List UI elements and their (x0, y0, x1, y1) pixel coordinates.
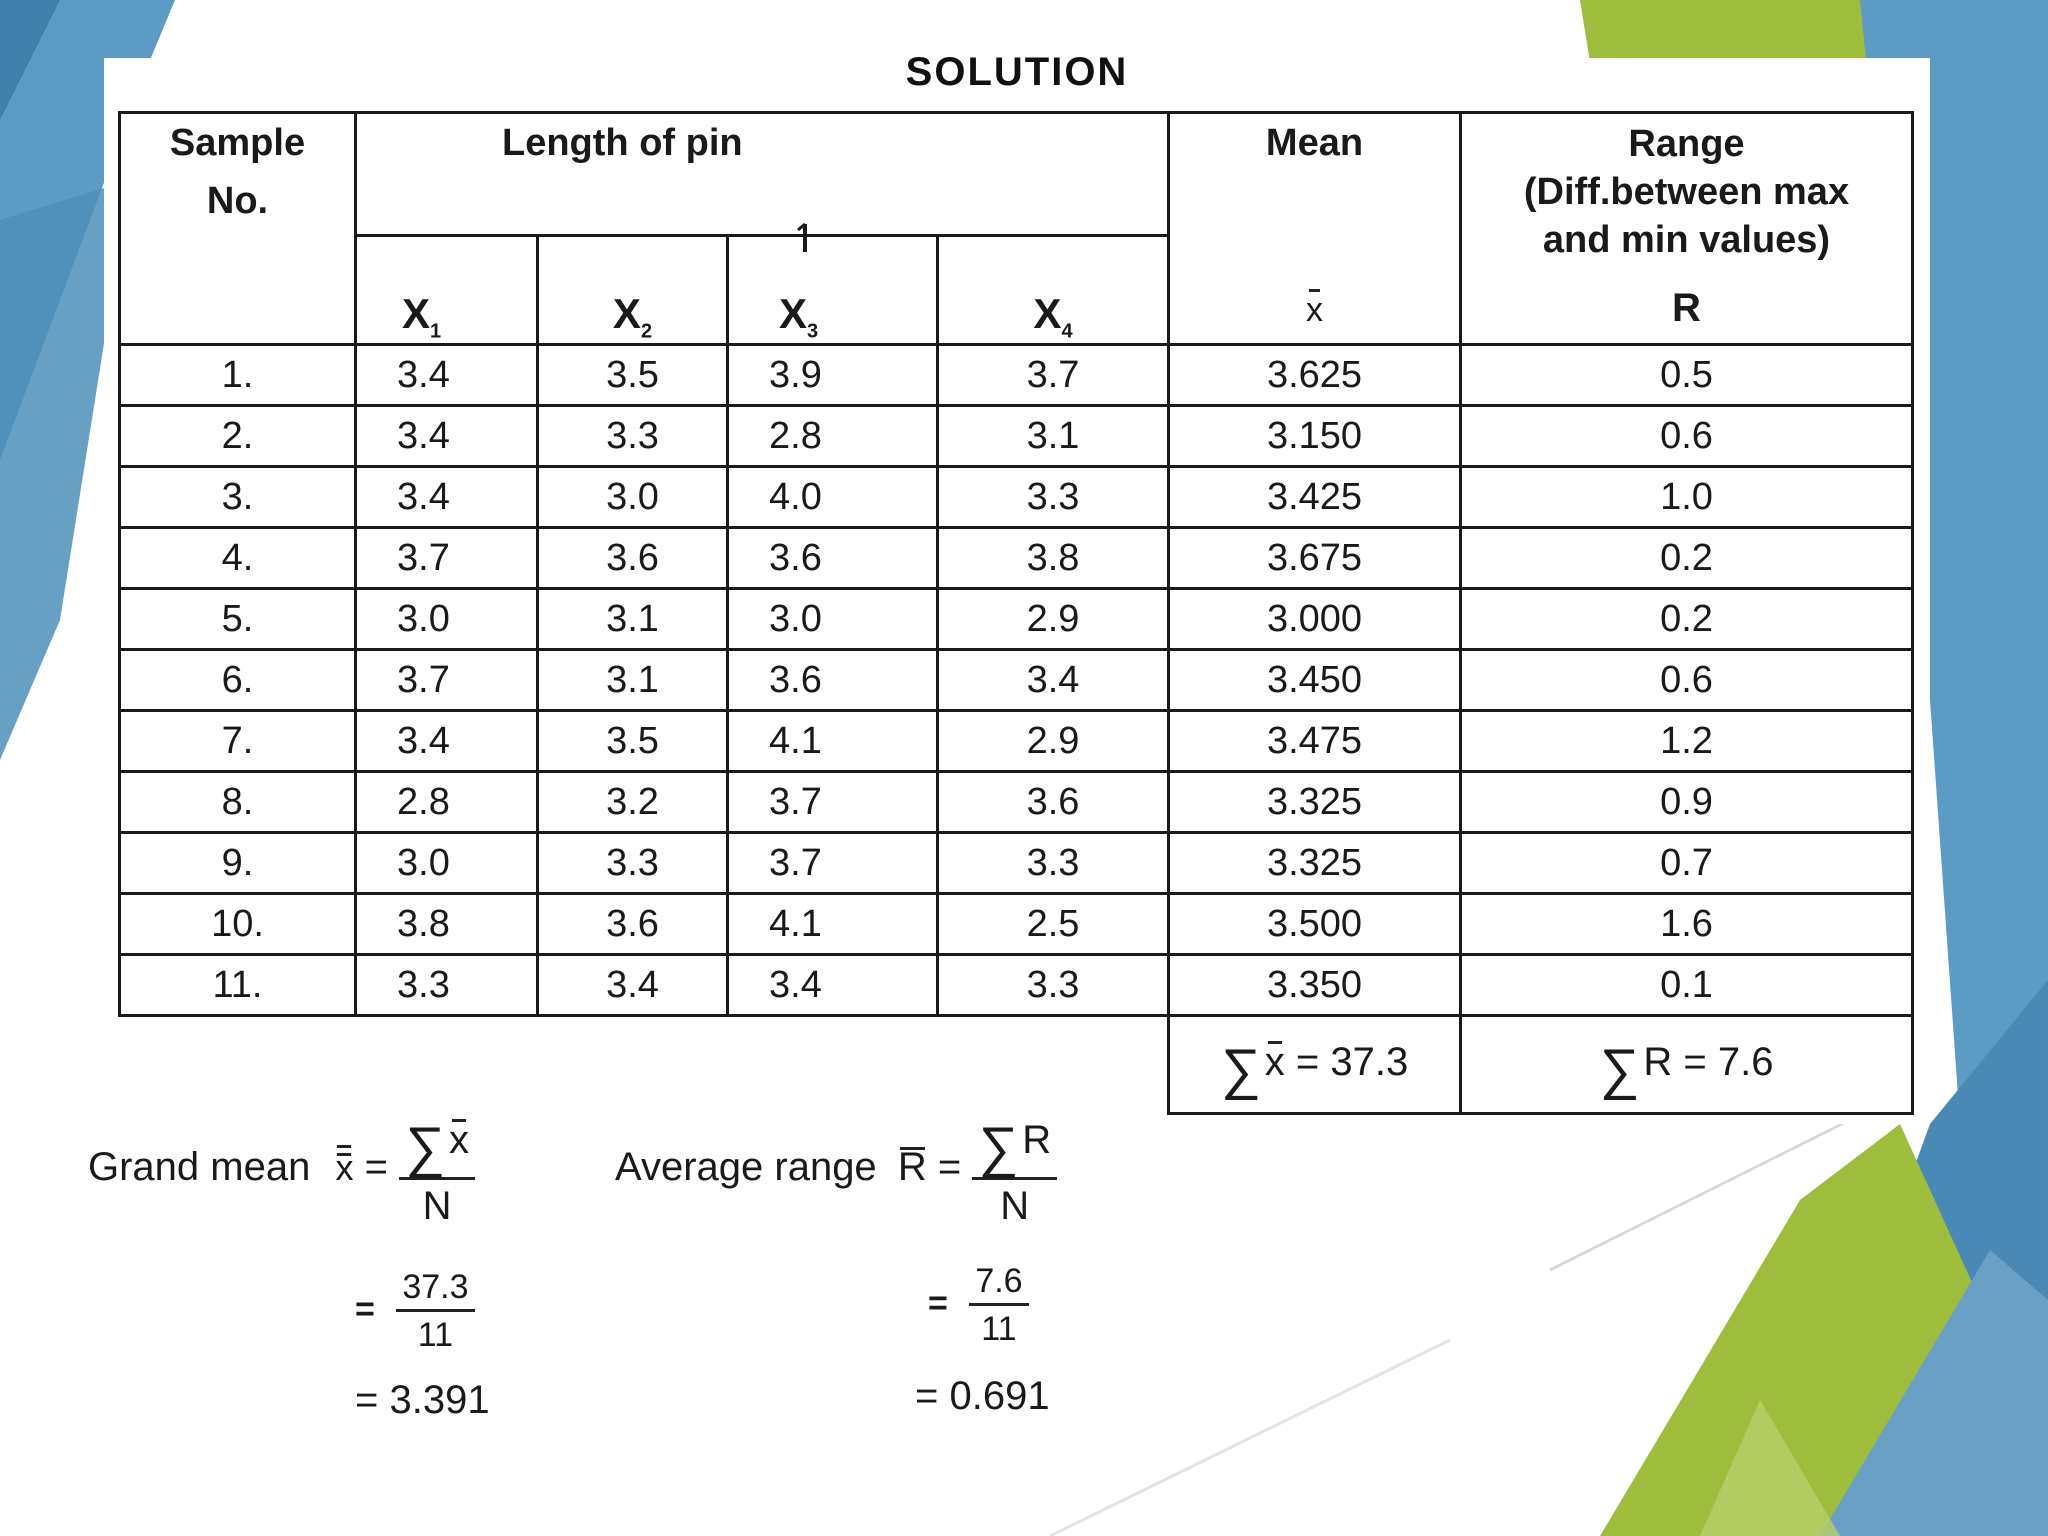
x4-cell: 3.7 (938, 345, 1169, 406)
data-rows (120, 345, 1913, 1016)
grand-mean-symbol: x (335, 1147, 354, 1189)
sample-no-cell: 6. (120, 650, 356, 711)
mean-header: Mean x (1169, 113, 1461, 345)
x1-cell: 3.0 (356, 589, 538, 650)
totals-row (120, 1016, 1913, 1114)
x3-cell: 3.0 (728, 589, 938, 650)
x3-cell: 4.1 (728, 894, 938, 955)
mean-cell: 3.425 (1169, 467, 1461, 528)
stray-mark (796, 222, 814, 252)
range-cell: 0.6 (1461, 406, 1913, 467)
length-of-pin-header: Length of pin (356, 113, 1169, 236)
x2-cell: 3.3 (538, 406, 728, 467)
mean-cell: 3.475 (1169, 711, 1461, 772)
range-cell: 1.0 (1461, 467, 1913, 528)
x4-cell: 3.3 (938, 833, 1169, 894)
x2-cell: 3.1 (538, 589, 728, 650)
mean-cell: 3.450 (1169, 650, 1461, 711)
page-title: SOLUTION (905, 50, 1129, 94)
x4-cell: 3.3 (938, 467, 1169, 528)
x2-cell: 3.5 (538, 345, 728, 406)
range-cell: 0.5 (1461, 345, 1913, 406)
sample-no-cell: 4. (120, 528, 356, 589)
x2-cell: 3.4 (538, 955, 728, 1016)
mean-cell: 3.625 (1169, 345, 1461, 406)
x3-cell: 2.8 (728, 406, 938, 467)
x2-cell: 3.0 (538, 467, 728, 528)
x4-cell: 2.9 (938, 589, 1169, 650)
table-row (120, 589, 1913, 650)
x1-cell: 3.4 (356, 467, 538, 528)
x1-cell: 3.4 (356, 345, 538, 406)
x1-cell: 3.7 (356, 650, 538, 711)
x4-cell: 3.3 (938, 955, 1169, 1016)
x2-cell: 3.6 (538, 528, 728, 589)
x3-cell: 4.0 (728, 467, 938, 528)
range-cell: 0.2 (1461, 528, 1913, 589)
grand-mean-label: Grand mean (88, 1145, 311, 1190)
x1-cell: 2.8 (356, 772, 538, 833)
sample-no-cell: 9. (120, 833, 356, 894)
x2-header: $X_2$ (538, 236, 728, 345)
sample-no-cell: 8. (120, 772, 356, 833)
range-cell: 0.6 (1461, 650, 1913, 711)
header-row-top (120, 113, 1913, 236)
x1-cell: 3.4 (356, 406, 538, 467)
range-header: Range (Diff.between max and min values) R (1461, 113, 1913, 345)
grand-mean-fraction: ∑ x N (399, 1110, 475, 1229)
x3-cell: 3.6 (728, 528, 938, 589)
x1-cell: 3.4 (356, 711, 538, 772)
grand-mean-formula: Grand mean x = ∑ x N (88, 1110, 475, 1229)
sample-no-cell: 10. (120, 894, 356, 955)
x1-header: $X_1$ (356, 236, 538, 345)
sample-no-header: Sample No. (120, 113, 356, 345)
x4-cell: 3.6 (938, 772, 1169, 833)
mean-cell: 3.675 (1169, 528, 1461, 589)
x3-cell: 3.4 (728, 955, 938, 1016)
range-cell: 0.7 (1461, 833, 1913, 894)
x3-cell: 4.1 (728, 711, 938, 772)
x4-cell: 3.1 (938, 406, 1169, 467)
x1-cell: 3.7 (356, 528, 538, 589)
average-range-fraction: $\frac{\sum R}{N}$ (972, 1110, 1057, 1229)
x2-cell: 3.6 (538, 894, 728, 955)
range-total: ∑ R = 7.6 (1461, 1016, 1913, 1114)
x1-cell: 3.3 (356, 955, 538, 1016)
grand-mean-step: = $\frac{37.3}{11}$ (355, 1268, 475, 1355)
x3-cell: 3.7 (728, 833, 938, 894)
xbar-symbol: x (1264, 1040, 1285, 1085)
table-row (120, 711, 1913, 772)
x2-cell: 3.3 (538, 833, 728, 894)
table-row (120, 528, 1913, 589)
xbar-symbol: x (1306, 291, 1323, 329)
table-row (120, 345, 1913, 406)
x3-header: $X_3$ (728, 236, 938, 345)
x4-cell: 3.8 (938, 528, 1169, 589)
x2-cell: 3.5 (538, 711, 728, 772)
x3-cell: 3.7 (728, 772, 938, 833)
x3-cell: 3.6 (728, 650, 938, 711)
x1-cell: 3.8 (356, 894, 538, 955)
mean-cell: 3.325 (1169, 772, 1461, 833)
range-cell: 0.2 (1461, 589, 1913, 650)
range-cell: 0.1 (1461, 955, 1913, 1016)
solution-table (118, 111, 1914, 1115)
x1-cell: 3.0 (356, 833, 538, 894)
mean-cell: 3.150 (1169, 406, 1461, 467)
x3-cell: 3.9 (728, 345, 938, 406)
sample-no-cell: 2. (120, 406, 356, 467)
average-range-step: = $\frac{7.6}{11}$ (928, 1262, 1029, 1349)
table-row (120, 467, 1913, 528)
x2-cell: 3.1 (538, 650, 728, 711)
average-range-formula: Average range R = $\frac{\sum R}{N}$ (615, 1110, 1057, 1229)
x4-header: $X_4$ (938, 236, 1169, 345)
mean-cell: 3.500 (1169, 894, 1461, 955)
x4-cell: 3.4 (938, 650, 1169, 711)
sample-no-cell: 3. (120, 467, 356, 528)
x4-cell: 2.9 (938, 711, 1169, 772)
mean-cell: 3.350 (1169, 955, 1461, 1016)
sample-no-cell: 11. (120, 955, 356, 1016)
sample-no-cell: 7. (120, 711, 356, 772)
table-row (120, 772, 1913, 833)
x4-cell: 2.5 (938, 894, 1169, 955)
range-cell: 0.9 (1461, 772, 1913, 833)
rbar-symbol: R (897, 1145, 927, 1190)
sample-no-cell: 1. (120, 345, 356, 406)
mean-cell: 3.325 (1169, 833, 1461, 894)
table-row (120, 650, 1913, 711)
average-range-label: Average range (615, 1145, 877, 1190)
mean-cell: 3.000 (1169, 589, 1461, 650)
table-row (120, 894, 1913, 955)
table-row (120, 406, 1913, 467)
xbar-symbol: x (449, 1118, 469, 1163)
average-range-result: = 0.691 (915, 1374, 1050, 1418)
range-cell: 1.6 (1461, 894, 1913, 955)
range-cell: 1.2 (1461, 711, 1913, 772)
grand-mean-result: = 3.391 (355, 1378, 490, 1422)
x2-cell: 3.2 (538, 772, 728, 833)
table-row (120, 955, 1913, 1016)
mean-total: ∑ x = 37.3 (1169, 1016, 1461, 1114)
table-row (120, 833, 1913, 894)
sample-no-cell: 5. (120, 589, 356, 650)
